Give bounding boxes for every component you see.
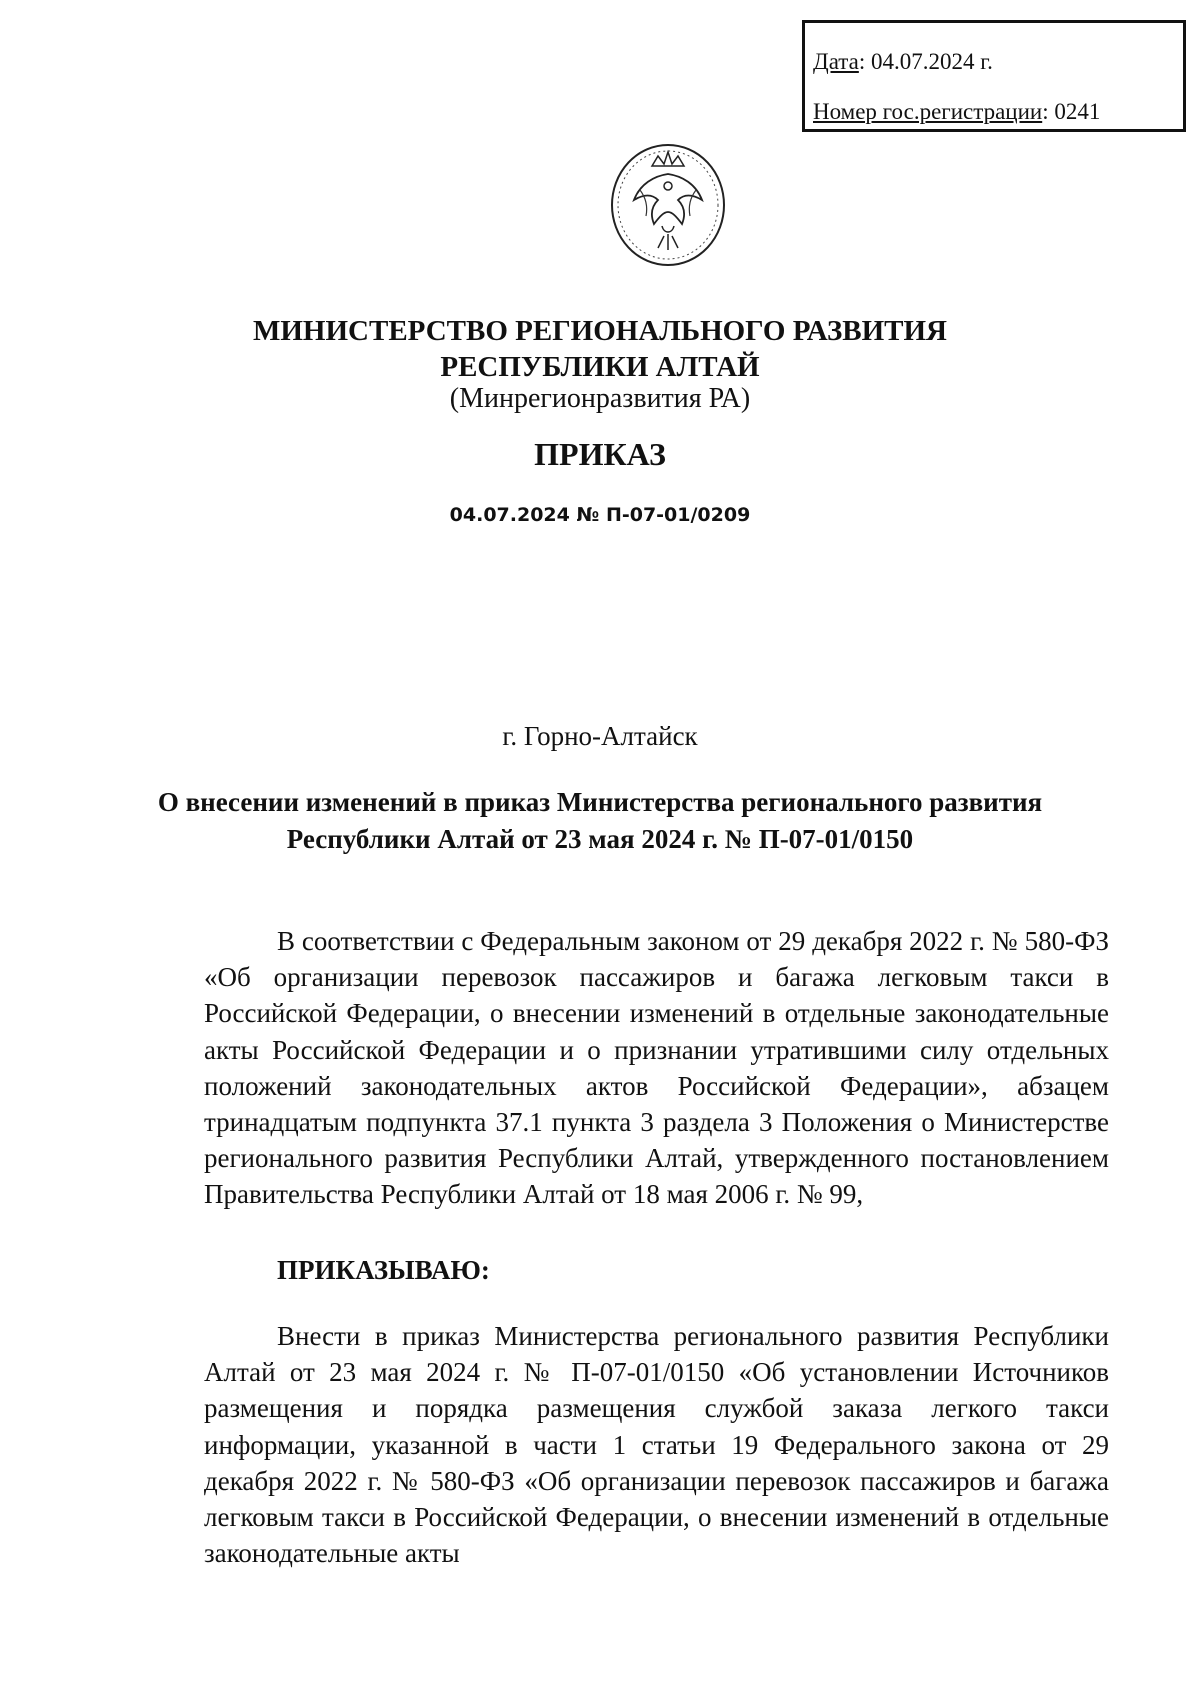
body-paragraph: Внести в приказ Министерства регионального развития Республики Алтай от 23 мая 2024 г. № П-07-01/0150 «Об установлении Источников размещения и порядка размещения службой заказа легкого такси информации, указанной в части 1 статьи 19 Федерального закона от 29 декабря 2022 г. № 580-ФЗ «Об организации перевозок пассажиров и багажа легковым такси в Российской Федерации, о внесении изменений в отдельные законодательные акты (204, 1321, 1109, 1569)
order-title: ПРИКАЗ (534, 436, 666, 472)
ministry-name-line2: РЕСПУБЛИКИ АЛТАЙ (440, 351, 760, 383)
ministry-name (0, 313, 1200, 385)
coat-of-arms-icon (606, 140, 730, 270)
order-number: 04.07.2024 № П-07-01/0209 (449, 504, 751, 526)
registration-number-value: : 0241 (1042, 99, 1101, 124)
registration-date (813, 37, 1183, 87)
registration-date-value: : 04.07.2024 г. (858, 49, 993, 74)
order-subject (0, 784, 1200, 858)
ministry-short-name: (Минрегионразвития РА) (449, 383, 751, 414)
order-subject-line2: Республики Алтай от 23 мая 2024 г. № П-07-01/0150 (286, 824, 914, 854)
registration-stamp (802, 20, 1186, 132)
registration-date-label: Дата (813, 49, 859, 74)
preamble-paragraph: В соответствии с Федеральным законом от 29 декабря 2022 г. № 580-ФЗ «Об организации перевозок пассажиров и багажа легковым такси в Российской Федерации, о внесении изменений в отдельные законодательные акты Российской Федерации и о признании утратившими силу отдельных положений законодательных актов Российской Федерации», абзацем тринадцатым подпункта 37.1 пункта 3 раздела 3 Положения о Министерстве регионального развития Республики Алтай, утвержденного постановлением Правительства Республики Алтай от 18 мая 2006 г. № 99, (204, 926, 1109, 1210)
order-subject-line1: О внесении изменений в приказ Министерства регионального развития (157, 787, 1043, 817)
registration-number-label: Номер гос.регистрации (813, 99, 1043, 124)
order-word: ПРИКАЗЫВАЮ: (277, 1255, 490, 1285)
ministry-name-line1: МИНИСТЕРСТВО РЕГИОНАЛЬНОГО РАЗВИТИЯ (252, 315, 947, 347)
city: г. Горно-Алтайск (502, 721, 698, 751)
registration-number (813, 87, 1183, 137)
